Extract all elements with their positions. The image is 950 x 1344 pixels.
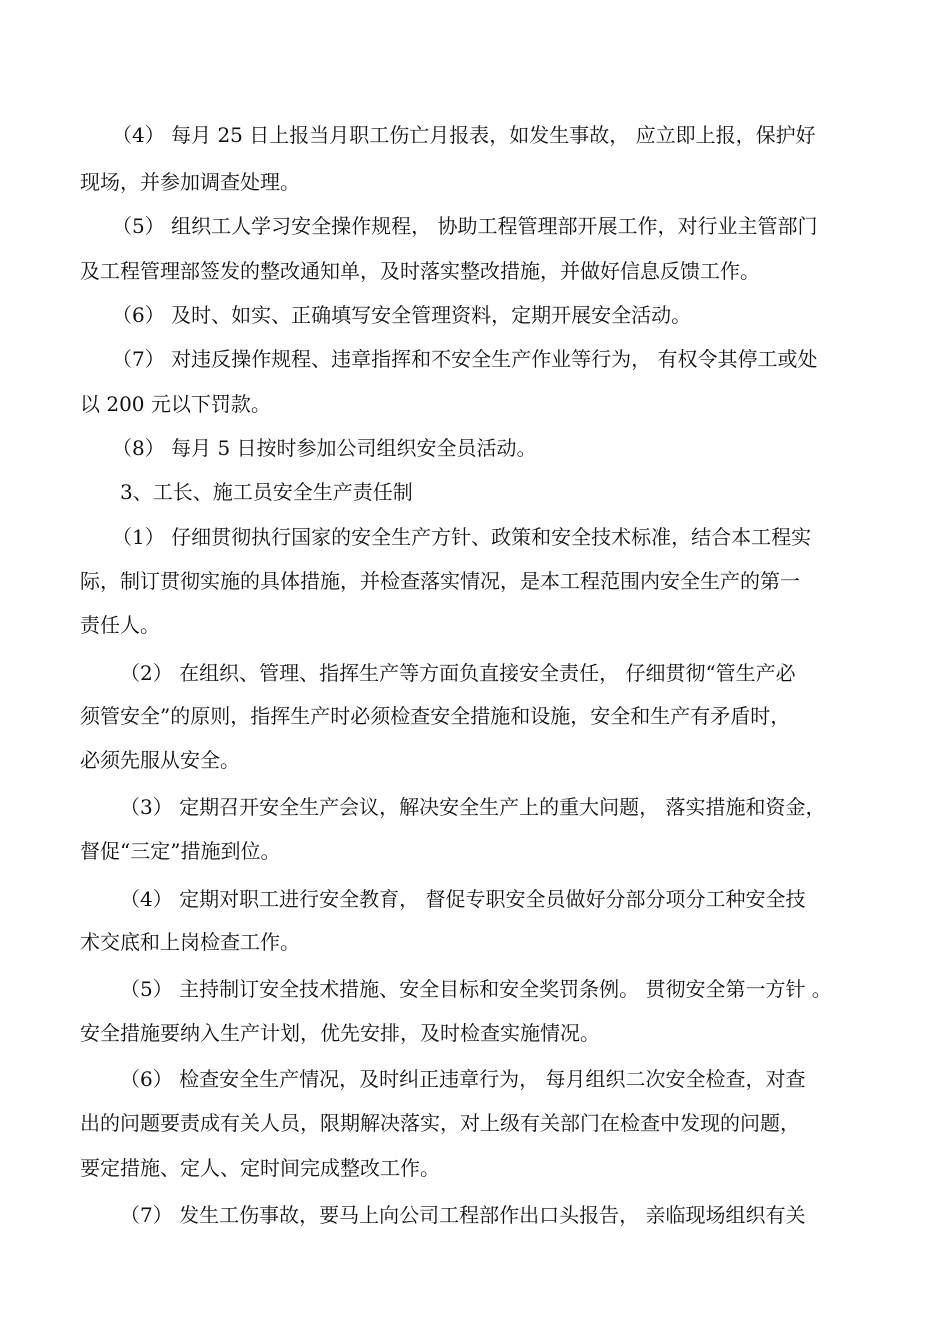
text-line: 现场，并参加调查处理。 <box>80 170 300 194</box>
text-line: 际，制订贯彻实施的具体措施，并检查落实情况，是本工程范围内安全生产的第一 <box>80 569 800 593</box>
text-line: 安全措施要纳入生产计划，优先安排，及时检查实施情况。 <box>80 1021 600 1045</box>
text-line: 必须先服从安全。 <box>80 748 240 772</box>
text-line: （6） 检查安全生产情况，及时纠正违章行为， 每月组织二次安全检查，对查 <box>120 1067 806 1091</box>
text-line: 术交底和上岗检查工作。 <box>80 930 300 954</box>
text-line: （5） 组织工人学习安全操作规程， 协助工程管理部开展工作，对行业主管部门 <box>112 214 818 238</box>
text-line: （7） 发生工伤事故，要马上向公司工程部作出口头报告， 亲临现场组织有关 <box>120 1203 806 1227</box>
text-line: （4） 定期对职工进行安全教育， 督促专职安全员做好分部分项分工种安全技 <box>120 887 806 911</box>
text-line: （4） 每月 25 日上报当月职工伤亡月报表，如发生事故， 应立即上报，保护好 <box>112 123 816 147</box>
text-line: （5） 主持制订安全技术措施、安全目标和安全奖罚条例。 贯彻安全第一方针 。 <box>120 977 832 1001</box>
text-line: 以 200 元以下罚款。 <box>80 392 271 416</box>
text-line: 出的问题要责成有关人员，限期解决落实，对上级有关部门在检查中发现的问题， <box>80 1111 800 1135</box>
text-line: （1） 仔细贯彻执行国家的安全生产方针、政策和安全技术标准，结合本工程实 <box>112 525 812 549</box>
text-line: （3） 定期召开安全生产会议，解决安全生产上的重大问题， 落实措施和资金， <box>120 795 826 819</box>
text-line: 须管安全”的原则，指挥生产时必须检查安全措施和设施，安全和生产有矛盾时， <box>80 704 791 728</box>
text-line: 督促“三定”措施到位。 <box>80 839 281 863</box>
text-line: （7） 对违反操作规程、违章指挥和不安全生产作业等行为， 有权令其停工或处 <box>112 347 818 371</box>
text-line: 责任人。 <box>80 613 160 637</box>
section-heading: 3、工长、施工员安全生产责任制 <box>120 480 413 504</box>
text-line: （2） 在组织、管理、指挥生产等方面负直接安全责任， 仔细贯彻“管生产必 <box>120 661 796 685</box>
text-line: 要定措施、定人、定时间完成整改工作。 <box>80 1156 440 1180</box>
text-line: 及工程管理部签发的整改通知单，及时落实整改措施，并做好信息反馈工作。 <box>80 259 760 283</box>
text-line: （6） 及时、如实、正确填写安全管理资料，定期开展安全活动。 <box>112 303 692 327</box>
text-line: （8） 每月 5 日按时参加公司组织安全员活动。 <box>112 436 537 460</box>
